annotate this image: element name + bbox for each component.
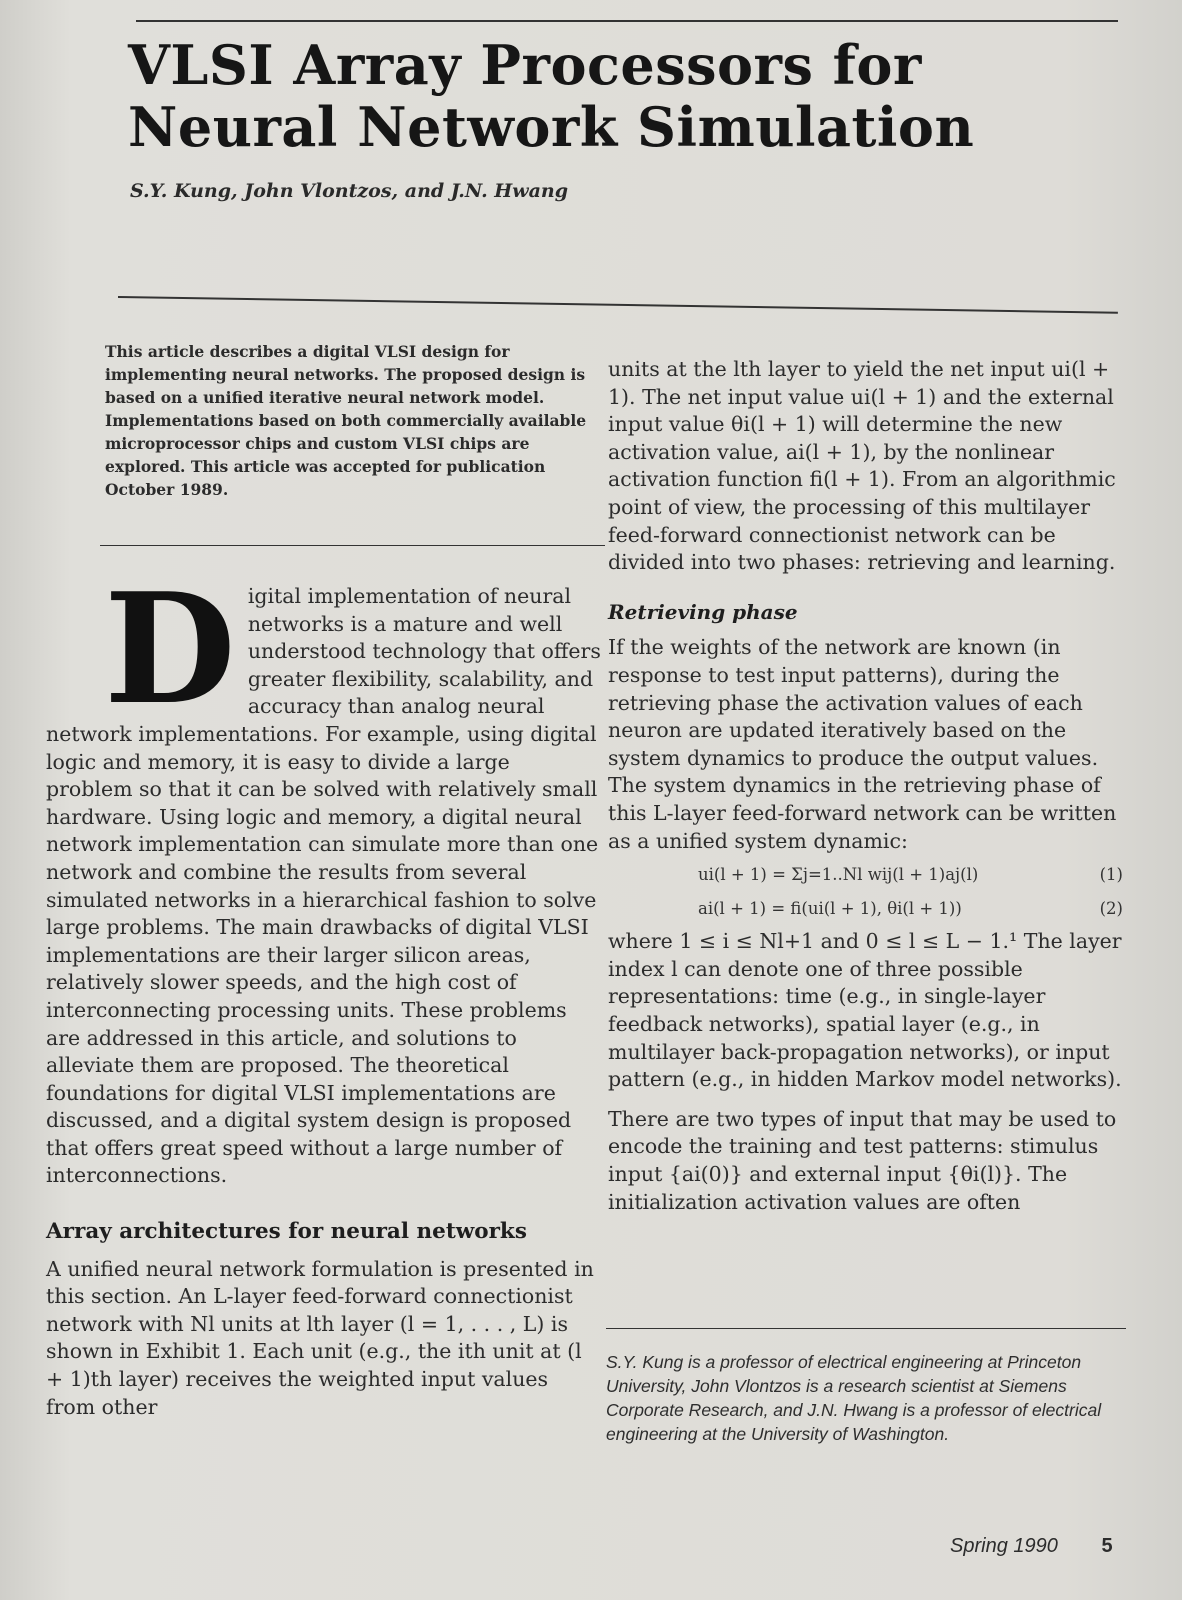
where-text: where 1 ≤ i ≤ Nl+1 and 0 ≤ l ≤ L − 1.¹ The layer index l can denote one of three possible representations: time (e.g., in single-layer feedback networks), spatial layer (e.g., in multilayer back-propagation networks), or input pattern (e.g., in hidden Markov model networks). xyxy=(608,929,1122,1092)
author-footnote: S.Y. Kung is a professor of electrical engineering at Princeton University, John Vlontzos is a research scientist at Siemens Corporate Research, and J.N. Hwang is a professor of electrical engineering at the University of Washington. xyxy=(606,1352,1102,1444)
section-text: A unified neural network formulation is presented in this section. An L-layer feed-forward connectionist network with Nl units at lth layer (l = 1, . . . , L) is shown in Exhibit 1. Each unit (e.g., the ith unit at (l + 1)th layer) receives the weighted input values from other xyxy=(46,1256,594,1419)
intro-paragraph xyxy=(46,559,601,1190)
input-types-text: There are two types of input that may be used to encode the training and test patterns: stimulus input {ai(0)} and external input {θi(l)}. The initialization activation values are often xyxy=(608,1106,1117,1214)
continuation-text: units at the lth layer to yield the net input ui(l + 1). The net input value ui(l + 1) and the external input value θi(l + 1) will determine the new activation value, ai(l + 1), by the nonlinear activation function fi(l + 1). From an algorithmic point of view, the processing of this multilayer feed-forward connectionist network can be divided into two phases: retrieving and learning. xyxy=(608,357,1116,575)
article-authors: S.Y. Kung, John Vlontzos, and J.N. Hwang xyxy=(130,180,569,202)
article-title: VLSI Array Processors for Neural Network Simulation xyxy=(128,33,975,159)
footnote-rule xyxy=(606,1328,1126,1329)
equation-2-number: (2) xyxy=(1099,898,1123,918)
intro-text: igital implementation of neural networks is a mature and well understood technology that offers greater flexibility, scalability, and accuracy than analog neural network implementations. For example, using digital logic and memory, it is easy to divide a large problem so that it can be solved with relatively small hardware. Using logic and memory, a digital neural network implementation can simulate more than one network and combine the results from several simulated networks in a hierarchical fashion to solve large problems. The main drawbacks of digital VLSI implementations are their larger silicon areas, relatively slower speeds, and the high cost of interconnecting processing units. These problems are addressed in this article, and solutions to alleviate them are proposed. The theoretical foundations for digital VLSI implementations are discussed, and a digital system design is proposed that offers great speed without a large number of interconnections. xyxy=(46,584,601,1188)
top-rule xyxy=(136,20,1118,22)
header-rule xyxy=(118,296,1118,314)
page-footer xyxy=(950,1535,1113,1558)
equation-2-expr: ai(l + 1) = fi(ui(l + 1), θi(l + 1)) xyxy=(698,898,962,918)
equation-2 xyxy=(608,895,1133,923)
issue-date: Spring 1990 xyxy=(950,1535,1058,1557)
drop-cap: D xyxy=(104,559,236,738)
retrieving-text: If the weights of the network are known (in response to test input patterns), during the retrieving phase the activation values of each neuron are updated iteratively based on the system dynamics to produce the output values. The system dynamics in the retrieving phase of this L-layer feed-forward network can be written as a unified system dynamic: xyxy=(608,635,1117,853)
right-column xyxy=(608,356,1133,1216)
equation-1-number: (1) xyxy=(1099,865,1123,885)
equation-1-expr: ui(l + 1) = Σj=1..Nl wij(l + 1)aj(l) xyxy=(698,865,979,885)
subheading-retrieving-phase: Retrieving phase xyxy=(608,599,798,624)
left-column xyxy=(46,559,601,1421)
section-heading: Array architectures for neural networks xyxy=(46,1219,527,1245)
page-number: 5 xyxy=(1101,1535,1113,1557)
equation-1 xyxy=(608,861,1133,889)
abstract: This article describes a digital VLSI design for implementing neural networks. The proposed design is based on a unified iterative neural network model. Implementations based on both commercially available microprocessor chips and custom VLSI chips are explored. This article was accepted for publication October 1989. xyxy=(105,342,587,499)
abstract-rule xyxy=(100,545,605,546)
